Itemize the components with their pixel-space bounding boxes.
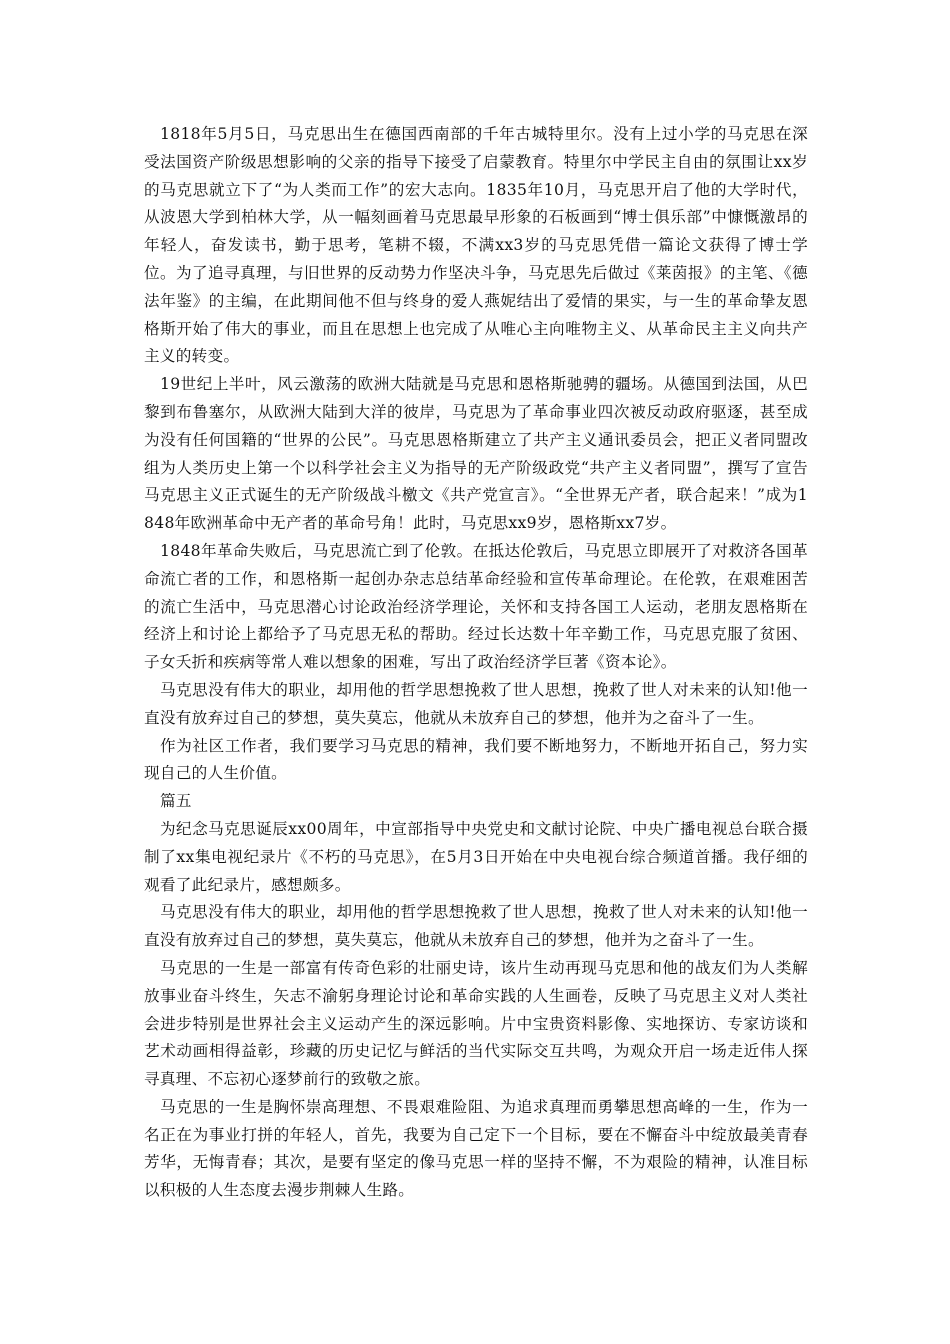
paragraph: 马克思的一生是胸怀崇高理想、不畏艰难险阻、为追求真理而勇攀思想高峰的一生，作为一名正在为事业打拼的年轻人，首先，我要为自己定下一个目标，要在不懈奋斗中绽放最美青春芳华，无悔青春；其次，是要有坚定的像马克思一样的坚持不懈，不为艰险的精神，认准目标以积极的人生态度去漫步荆棘人生路。 <box>144 1097 808 1200</box>
paragraph: 作为社区工作者，我们要学习马克思的精神，我们要不断地努力，不断地开拓自己，努力实现自己的人生价值。 <box>144 736 808 783</box>
section-heading: 篇五 <box>160 792 192 811</box>
paragraph: 马克思没有伟大的职业，却用他的哲学思想挽救了世人思想，挽救了世人对未来的认知!他一直没有放弃过自己的梦想，莫失莫忘，他就从未放弃自己的梦想，他并为之奋斗了一生。 <box>144 903 808 950</box>
paragraph: 为纪念马克思诞辰xx00周年，中宣部指导中央党史和文献讨论院、中央广播电视总台联合摄制了xx集电视纪录片《不朽的马克思》，在5月3日开始在中央电视台综合频道首播。我仔细的观看了此纪录片，感想颇多。 <box>144 819 808 894</box>
paragraph: 马克思的一生是一部富有传奇色彩的壮丽史诗，该片生动再现马克思和他的战友们为人类解放事业奋斗终生，矢志不渝躬身理论讨论和革命实践的人生画卷，反映了马克思主义对人类社会进步特别是世界社会主义运动产生的深远影响。片中宝贵资料影像、实地探访、专家访谈和艺术动画相得益彰，珍藏的历史记忆与鲜活的当代实际交互共鸣，为观众开启一场走近伟人探寻真理、不忘初心逐梦前行的致敬之旅。 <box>144 958 808 1089</box>
paragraph: 1818年5月5日，马克思出生在德国西南部的千年古城特里尔。没有上过小学的马克思在深受法国资产阶级思想影响的父亲的指导下接受了启蒙教育。特里尔中学民主自由的氛围让xx岁的马克思就立下了“为人类而工作”的宏大志向。1835年10月，马克思开启了他的大学时代，从波恩大学到柏林大学，从一幅刻画着马克思最早形象的石板画到“博士俱乐部”中慷慨激昂的年轻人，奋发读书，勤于思考，笔耕不辍，不满xx3岁的马克思凭借一篇论文获得了博士学位。为了追寻真理，与旧世界的反动势力作坚决斗争，马克思先后做过《莱茵报》的主笔、《德法年鉴》的主编，在此期间他不但与终身的爱人燕妮结出了爱情的果实，与一生的革命挚友恩格斯开始了伟大的事业，而且在思想上也完成了从唯心主向唯物主义、从革命民主主义向共产主义的转变。 <box>144 125 808 366</box>
document-body <box>144 121 808 1205</box>
paragraph: 19世纪上半叶，风云激荡的欧洲大陆就是马克思和恩格斯驰骋的疆场。从德国到法国，从巴黎到布鲁塞尔，从欧洲大陆到大洋的彼岸，马克思为了革命事业四次被反动政府驱逐，甚至成为没有任何国籍的“世界的公民”。马克思恩格斯建立了共产主义通讯委员会，把正义者同盟改组为人类历史上第一个以科学社会主义为指导的无产阶级政党“共产主义者同盟”，撰写了宣告马克思主义正式诞生的无产阶级战斗檄文《共产党宣言》。“全世界无产者，联合起来！”成为1848年欧洲革命中无产者的革命号角！此时，马克思xx9岁，恩格斯xx7岁。 <box>144 375 808 533</box>
paragraph: 马克思没有伟大的职业，却用他的哲学思想挽救了世人思想，挽救了世人对未来的认知!他一直没有放弃过自己的梦想，莫失莫忘，他就从未放弃自己的梦想，他并为之奋斗了一生。 <box>144 680 808 727</box>
paragraph: 1848年革命失败后，马克思流亡到了伦敦。在抵达伦敦后，马克思立即展开了对救济各国革命流亡者的工作，和恩格斯一起创办杂志总结革命经验和宣传革命理论。在伦敦，在艰难困苦的流亡生活中，马克思潜心讨论政治经济学理论，关怀和支持各国工人运动，老朋友恩格斯在经济上和讨论上都给予了马克思无私的帮助。经过长达数十年辛勤工作，马克思克服了贫困、子女夭折和疾病等常人难以想象的困难，写出了政治经济学巨著《资本论》。 <box>144 541 808 672</box>
